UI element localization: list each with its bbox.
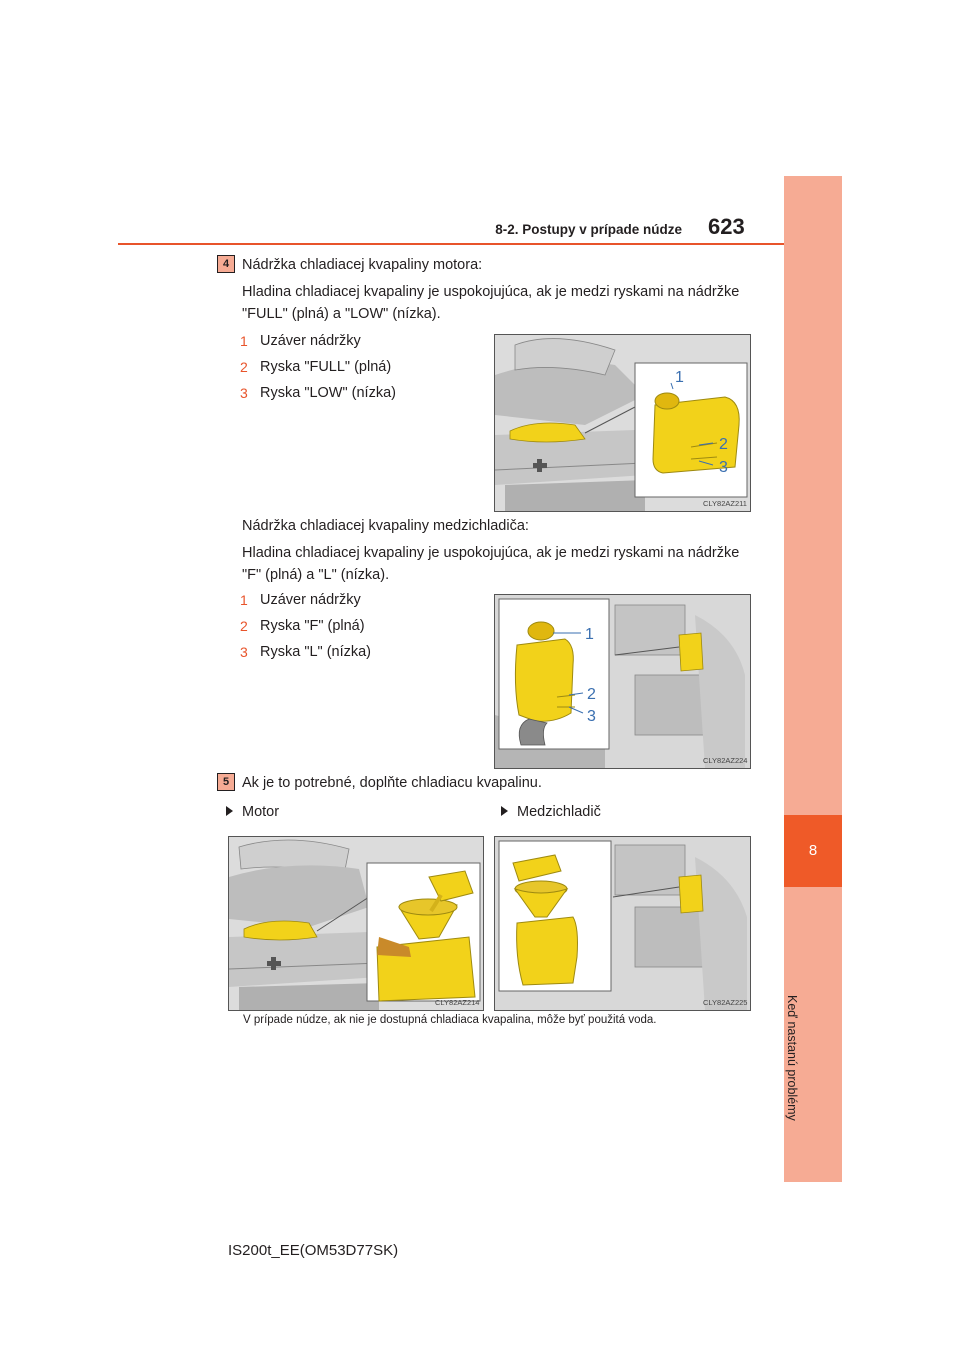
intercooler-tank-desc-line1: Hladina chladiacej kvapaliny je uspokojujúca, ak je medzi ryskami na nádržke [242, 545, 740, 561]
engine-item-2-number: 2 [240, 359, 248, 375]
intercooler-item-2-number: 2 [240, 618, 248, 634]
intercooler-item-1-number: 1 [240, 592, 248, 608]
manual-code: IS200t_EE(OM53D77SK) [228, 1242, 399, 1259]
intercooler-item-2-label: Ryska "F" (plná) [260, 618, 365, 634]
intercooler-item-3-number: 3 [240, 644, 248, 660]
intercooler-refill-figure [494, 836, 751, 1011]
intercooler-callout-1: 1 [585, 626, 594, 643]
intercooler-item-1-label: Uzáver nádržky [260, 592, 361, 608]
intercooler-tank-desc-line2: "F" (plná) a "L" (nízka). [242, 567, 390, 583]
chapter-number-box: 8 [784, 815, 842, 887]
refill-instruction: Ak je to potrebné, doplňte chladiacu kvapalinu. [242, 775, 542, 791]
intercooler-refill-figure-code: CLY82AZ225 [703, 998, 748, 1007]
engine-item-1-number: 1 [240, 333, 248, 349]
intercooler-callout-3: 3 [587, 708, 596, 725]
engine-figure-code: CLY82AZ211 [703, 499, 747, 508]
arrow-right-icon [501, 806, 508, 816]
step-5-badge: 5 [217, 773, 235, 791]
step-4-badge: 4 [217, 255, 235, 273]
intercooler-reservoir-figure [494, 594, 751, 769]
page-number: 623 [708, 214, 745, 239]
engine-refill-figure [228, 836, 484, 1011]
intercooler-callout-2: 2 [587, 686, 596, 703]
engine-callout-3: 3 [719, 459, 728, 476]
engine-item-1-label: Uzáver nádržky [260, 333, 361, 349]
intercooler-figure-code: CLY82AZ224 [703, 756, 748, 765]
intercooler-label-text: Medzichladič [517, 804, 601, 820]
intercooler-label [501, 804, 601, 820]
engine-tank-title: Nádržka chladiacej kvapaliny motora: [242, 257, 483, 273]
engine-refill-figure-code: CLY82AZ214 [435, 998, 480, 1007]
motor-label [226, 804, 279, 820]
header-divider [118, 243, 840, 245]
chapter-title-text: Keď nastanú problémy [785, 995, 799, 1121]
engine-tank-desc-line1: Hladina chladiacej kvapaliny je uspokojujúca, ak je medzi ryskami na nádržke [242, 284, 740, 300]
intercooler-tank-title: Nádržka chladiacej kvapaliny medzichladiča: [242, 518, 529, 534]
engine-item-3-number: 3 [240, 385, 248, 401]
engine-callout-1: 1 [675, 369, 684, 386]
motor-label-text: Motor [242, 804, 280, 820]
engine-reservoir-figure [494, 334, 751, 512]
section-title: 8-2. Postupy v prípade núdze [495, 222, 682, 237]
emergency-water-note: V prípade núdze, ak nie je dostupná chladiaca kvapalina, môže byť použitá voda. [243, 1014, 657, 1026]
engine-callout-2: 2 [719, 436, 728, 453]
engine-item-3-label: Ryska "LOW" (nízka) [260, 385, 396, 401]
intercooler-item-3-label: Ryska "L" (nízka) [260, 644, 372, 660]
arrow-right-icon [226, 806, 233, 816]
engine-item-2-label: Ryska "FULL" (plná) [260, 359, 392, 375]
engine-tank-desc-line2: "FULL" (plná) a "LOW" (nízka). [242, 306, 441, 322]
